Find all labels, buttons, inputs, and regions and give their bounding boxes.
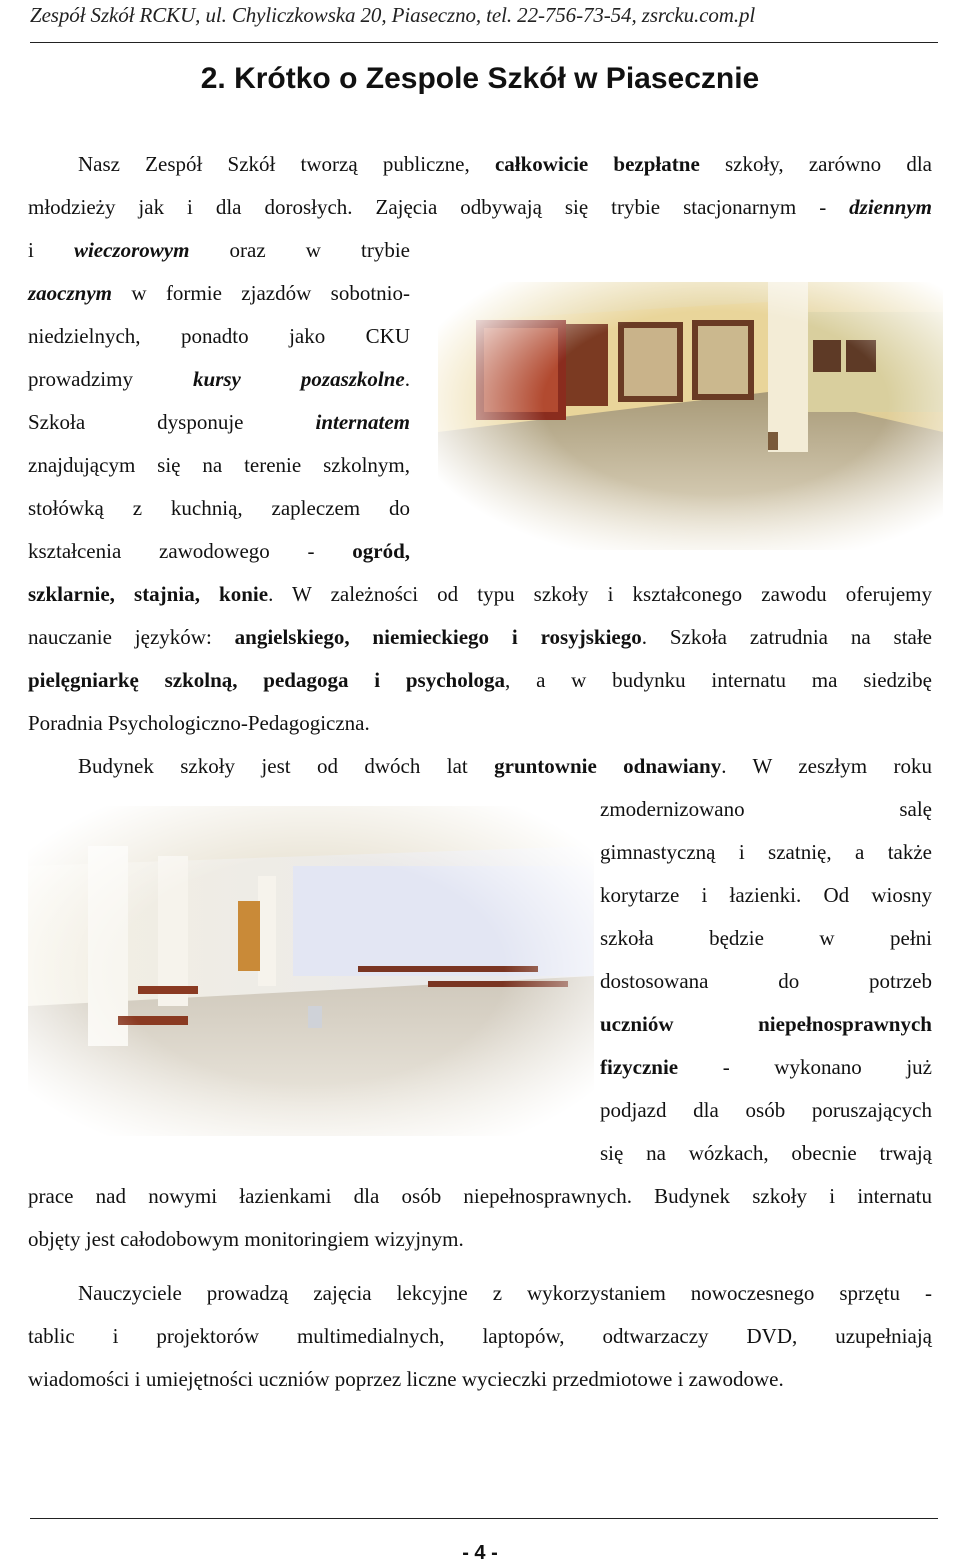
p2-line-3: gimnastyczną i szatnię, a także: [600, 840, 932, 864]
p1-line-14: Poradnia Psychologiczno-Pedagogiczna.: [28, 711, 370, 735]
p2-line-2: zmodernizowano salę: [600, 797, 932, 821]
p3-line-3: wiadomości i umiejętności uczniów poprzez liczne wycieczki przedmiotowe i zawodowe.: [28, 1367, 784, 1391]
p1-line-7: Szkoła dysponuje internatem: [28, 410, 410, 434]
p1-line-12: nauczanie języków: angielskiego, niemieckiego i rosyjskiego. Szkoła zatrudnia na stałe: [28, 625, 932, 649]
page-header: Zespół Szkół RCKU, ul. Chyliczkowska 20, Piaseczno, tel. 22-756-73-54, zsrcku.com.pl: [30, 3, 756, 27]
p2-line-12: objęty jest całodobowym monitoringiem wizyjnym.: [28, 1227, 464, 1251]
p2-line-1: Budynek szkoły jest od dwóch lat gruntownie odnawiany. W zeszłym roku: [78, 754, 933, 778]
p2-line-7: uczniów niepełnosprawnych: [600, 1012, 932, 1036]
p1-line-6: prowadzimy kursy pozaszkolne.: [28, 367, 410, 391]
p1-line-10: kształcenia zawodowego - ogród,: [28, 539, 410, 563]
p1-line-2: młodzieży jak i dla dorosłych. Zajęcia odbywają się trybie stacjonarnym - dziennym: [28, 195, 932, 219]
p1-line-4: zaocznym w formie zjazdów sobotnio-: [28, 281, 410, 305]
footer-rule: [30, 1518, 938, 1519]
p2-line-11: prace nad nowymi łazienkami dla osób niepełnosprawnych. Budynek szkoły i internatu: [28, 1184, 932, 1208]
p2-line-8: fizycznie - wykonano już: [600, 1055, 932, 1079]
page-number: - 4 -: [462, 1542, 498, 1564]
p3-line-1: Nauczyciele prowadzą zajęcia lekcyjne z wykorzystaniem nowoczesnego sprzętu -: [78, 1281, 932, 1305]
header-rule: [30, 42, 938, 43]
section-title: 2. Krótko o Zespole Szkół w Piasecznie: [200, 62, 760, 95]
p1-line-8: znajdującym się na terenie szkolnym,: [28, 453, 410, 477]
p1-line-9: stołówką z kuchnią, zapleczem do: [28, 496, 410, 520]
p1-line-3: i wieczorowym oraz w trybie: [28, 238, 410, 262]
p1-line-1: Nasz Zespół Szkół tworzą publiczne, całkowicie bezpłatne szkoły, zarówno dla: [78, 152, 932, 176]
hall-benches-photo: [28, 806, 594, 1136]
p1-line-11: szklarnie, stajnia, konie. W zależności od typu szkoły i kształconego zawodu oferujemy: [28, 582, 932, 606]
p2-line-4: korytarze i łazienki. Od wiosny: [600, 883, 932, 907]
p2-line-6: dostosowana do potrzeb: [600, 969, 932, 993]
p1-line-5: niedzielnych, ponadto jako CKU: [28, 324, 410, 348]
corridor-trophy-photo: [438, 282, 943, 550]
p3-line-2: tablic i projektorów multimedialnych, laptopów, odtwarzaczy DVD, uzupełniają: [28, 1324, 932, 1348]
p2-line-10: się na wózkach, obecnie trwają: [600, 1141, 932, 1165]
p2-line-9: podjazd dla osób poruszających: [600, 1098, 932, 1122]
p2-line-5: szkoła będzie w pełni: [600, 926, 932, 950]
p1-line-13: pielęgniarkę szkolną, pedagoga i psychologa, a w budynku internatu ma siedzibę: [28, 668, 932, 692]
